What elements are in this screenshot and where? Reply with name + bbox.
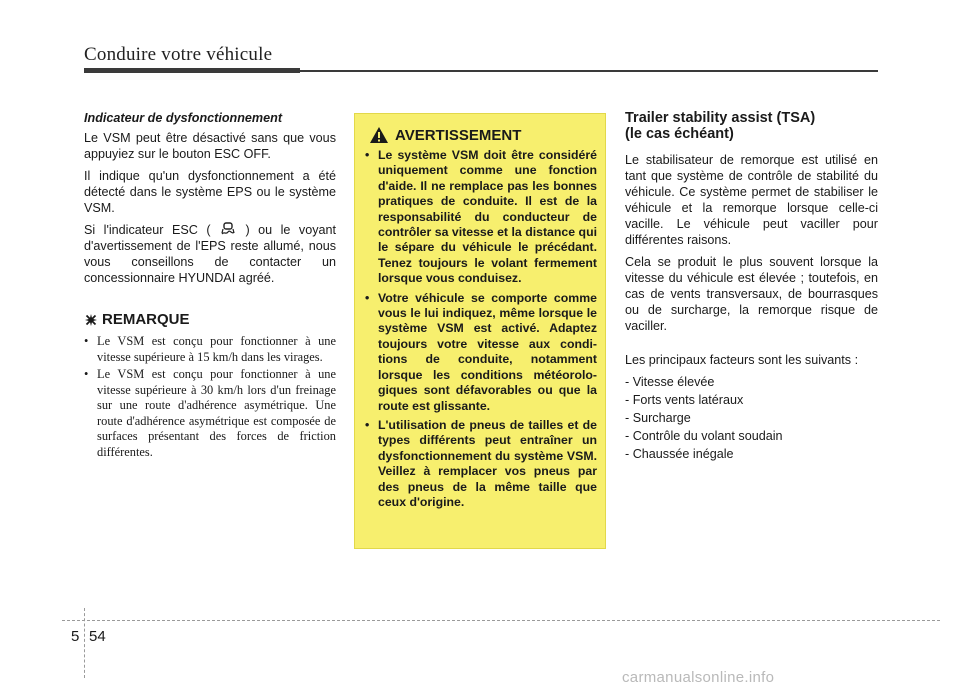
tsa-paragraph-1: Le stabilisateur de remorque est utilisé en tant que système de contrôle de stabilité du véhicule. Ce système permet de stabiliser le véhicule et la remorque lorsque celle-ci vacille. Le véhicule peut vaciller pour différentes raisons. (625, 153, 878, 247)
bullet: • (365, 148, 370, 162)
bullet: • (365, 290, 370, 305)
factor-item: - Forts vents latéraux (625, 393, 744, 407)
malfunction-subheading: Indicateur de dysfonctionnement (84, 111, 283, 125)
left-column (84, 110, 336, 462)
warning-title: AVERTISSEMENT (395, 126, 522, 144)
warning-item-text: L'utilisation de pneus de tailles et de types différents peut entraîner un dysfonctionnement du système VSM. Veillez à remplacer vos pneus par des pneus de la même taille que ceux d'origine. (378, 417, 597, 509)
remark-list (84, 334, 336, 460)
remark-item-text: Le VSM est conçu pour fonctionner à une vitesse supérieure à 15 km/h dans les virages. (97, 334, 336, 364)
warning-list (355, 148, 605, 510)
footer-rule (62, 620, 940, 621)
remark-item (84, 367, 336, 460)
factors-intro: Les principaux facteurs sont les suivants : (625, 353, 859, 367)
warning-item-text: Le système VSM doit être considéré uniquement comme une fonction d'aide. Il ne remplace pas les bonnes pratiques de conduite. Il est de la responsabilité du conducteur de contrôler sa vitesse et la distance qui le sépare du véhicule le précédant. Tenez toujours le volant fermement lorsque vous conduisez. (378, 148, 597, 286)
warning-triangle-icon (369, 126, 389, 144)
page-header-title: Conduire votre véhicule (84, 44, 273, 65)
tsa-heading-line1: Trailer stability assist (TSA) (625, 110, 816, 126)
warning-item (365, 291, 597, 414)
esc-indicator-icon (219, 222, 237, 236)
header-rule-thin (300, 70, 878, 72)
warning-item (365, 148, 597, 287)
warning-heading (369, 126, 605, 144)
header-rule-thick (84, 68, 300, 73)
bullet: • (84, 367, 89, 381)
chapter-number: 5 (71, 628, 80, 645)
right-column (625, 110, 878, 464)
tsa-heading (625, 110, 878, 142)
bullet: • (365, 417, 370, 432)
footer-divider (84, 608, 85, 678)
bullet: • (84, 334, 89, 348)
factor-item: - Vitesse élevée (625, 375, 715, 389)
warning-item (365, 418, 597, 510)
warning-box (354, 113, 606, 549)
esc-sentence-end: ) ou le voyant d'avertissement de l'EPS reste allumé, nous vous conseillons de contacter un concessionnaire HYUNDAI agréé. (84, 223, 337, 285)
remark-item-text: Le VSM est conçu pour fonctionner à une vitesse supérieure à 30 km/h lors d'un freinage sur une route d'adhérence asymétrique. Une route d'adhérence asymétrique est composée de surfaces présentant des forces de friction différentes. (97, 367, 336, 459)
warning-item-text: Votre véhicule se comporte comme vous le lui indiquez, même lorsque le système VSM est activé. Adaptez toujours votre vitesse aux condi-tions de conduite, notamment lorsque les conditions météorolo-giques sont défavorables ou que la route est glissante. (378, 290, 597, 413)
factor-item: - Contrôle du volant soudain (625, 429, 783, 443)
remark-item (84, 334, 336, 365)
remark-title: REMARQUE (102, 311, 190, 328)
factor-item: - Surcharge (625, 411, 691, 425)
cross-star-icon (84, 313, 98, 327)
tsa-paragraph-2: Cela se produit le plus souvent lorsque la vitesse du véhicule est élevée ; toutefois, en cas de vents transversaux, de bourrasques ou de surcharge, la remorque risque de vaciller. (625, 255, 878, 333)
tsa-heading-line2: (le cas échéant) (625, 126, 734, 142)
esc-sentence-start: Si l'indicateur ESC ( (84, 223, 211, 237)
page-number: 54 (89, 628, 106, 645)
factor-item: - Chaussée inégale (625, 447, 734, 461)
remark-heading (84, 312, 336, 328)
paragraph-esc-indicator (84, 222, 336, 286)
factors-list (625, 374, 878, 462)
paragraph-esc-off: Le VSM peut être désactivé sans que vous appuyiez sur le bouton ESC OFF. (84, 131, 336, 161)
paragraph-malfunction: Il indique qu'un dysfonctionnement a été détecté dans le système EPS ou le système VSM. (84, 169, 336, 215)
watermark: carmanualsonline.info (622, 669, 775, 686)
